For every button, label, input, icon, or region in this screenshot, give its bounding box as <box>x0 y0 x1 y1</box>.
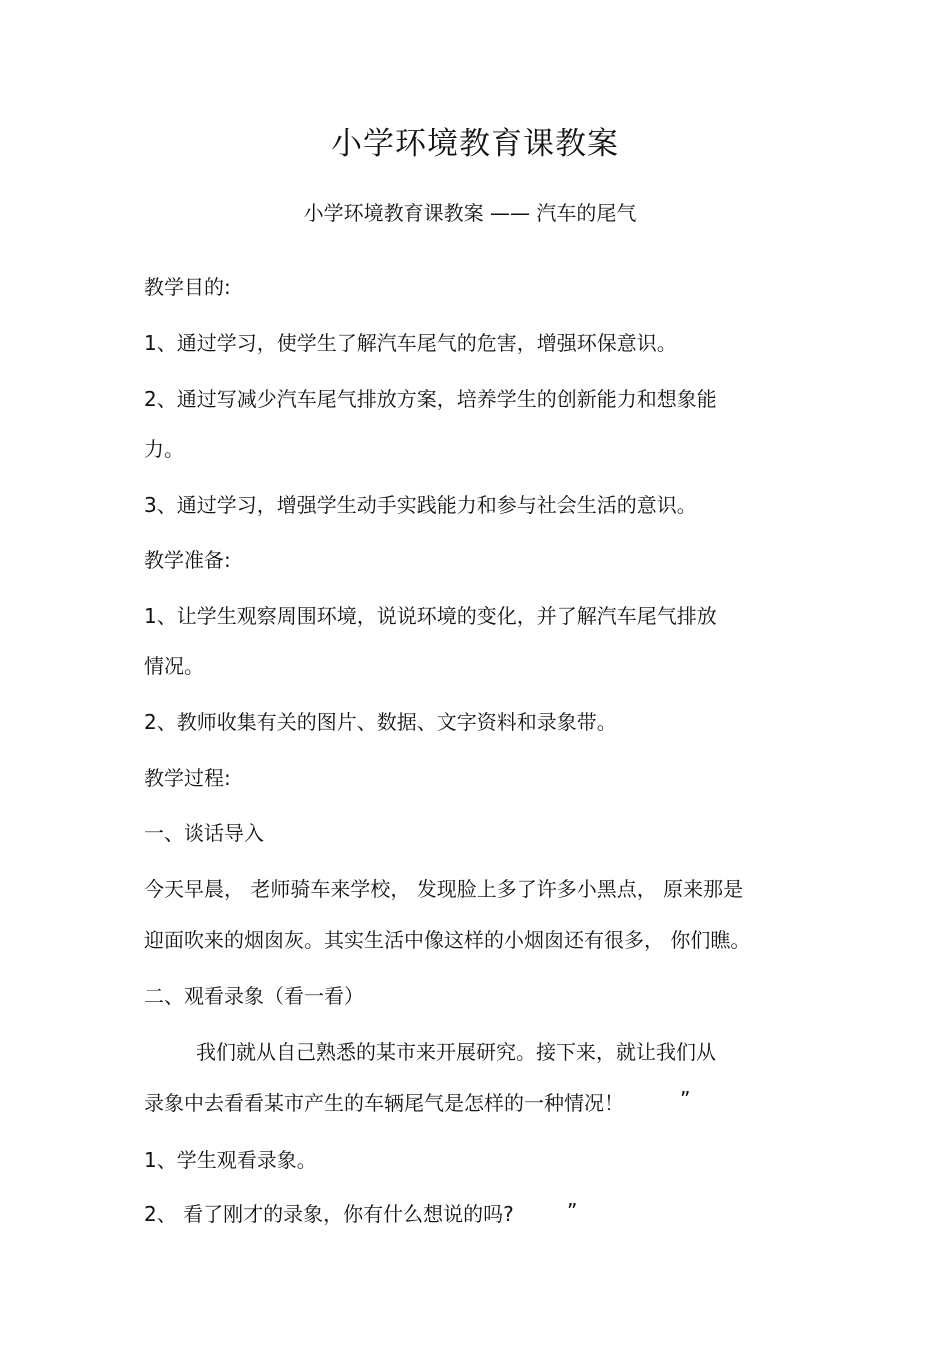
paragraph-line: 情况。 <box>144 654 204 678</box>
paragraph-line: 我们就从自己熟悉的某市来开展研究。接下来，就让我们从 <box>196 1040 716 1064</box>
subsection-heading: 一、谈话导入 <box>144 821 264 845</box>
document-subtitle: 小学环境教育课教案 —— 汽车的尾气 <box>303 201 637 225</box>
paragraph-line: 迎面吹来的烟囱灰。其实生活中像这样的小烟囱还有很多， 你们瞧。 <box>144 928 751 952</box>
paragraph-line: 1、学生观看录象。 <box>144 1148 317 1172</box>
section-heading-preparation: 教学准备: <box>144 548 231 572</box>
section-heading-objectives: 教学目的: <box>144 275 231 299</box>
paragraph-line: 2、 看了刚才的录象，你有什么想说的吗? <box>144 1202 514 1226</box>
paragraph-line: 2、教师收集有关的图片、数据、文字资料和录象带。 <box>144 710 617 734</box>
paragraph-line: 2、通过写减少汽车尾气排放方案，培养学生的创新能力和想象能 <box>144 387 717 411</box>
paragraph-line: 力。 <box>144 437 184 461</box>
section-heading-process: 教学过程: <box>144 766 231 790</box>
paragraph-line: 1、通过学习，使学生了解汽车尾气的危害，增强环保意识。 <box>144 331 677 355</box>
paragraph-line: 3、通过学习，增强学生动手实践能力和参与社会生活的意识。 <box>144 493 697 517</box>
subsection-heading: 二、观看录象（看一看） <box>144 984 364 1008</box>
closing-quote-mark: ” <box>567 1199 578 1223</box>
paragraph-line: 1、让学生观察周围环境，说说环境的变化，并了解汽车尾气排放 <box>144 604 717 628</box>
paragraph-line: 今天早晨， 老师骑车来学校， 发现脸上多了许多小黑点， 原来那是 <box>144 877 744 901</box>
closing-quote-mark: ” <box>680 1087 691 1111</box>
document-title: 小学环境教育课教案 <box>331 126 619 162</box>
paragraph-line: 录象中去看看某市产生的车辆尾气是怎样的一种情况！ <box>144 1091 624 1115</box>
